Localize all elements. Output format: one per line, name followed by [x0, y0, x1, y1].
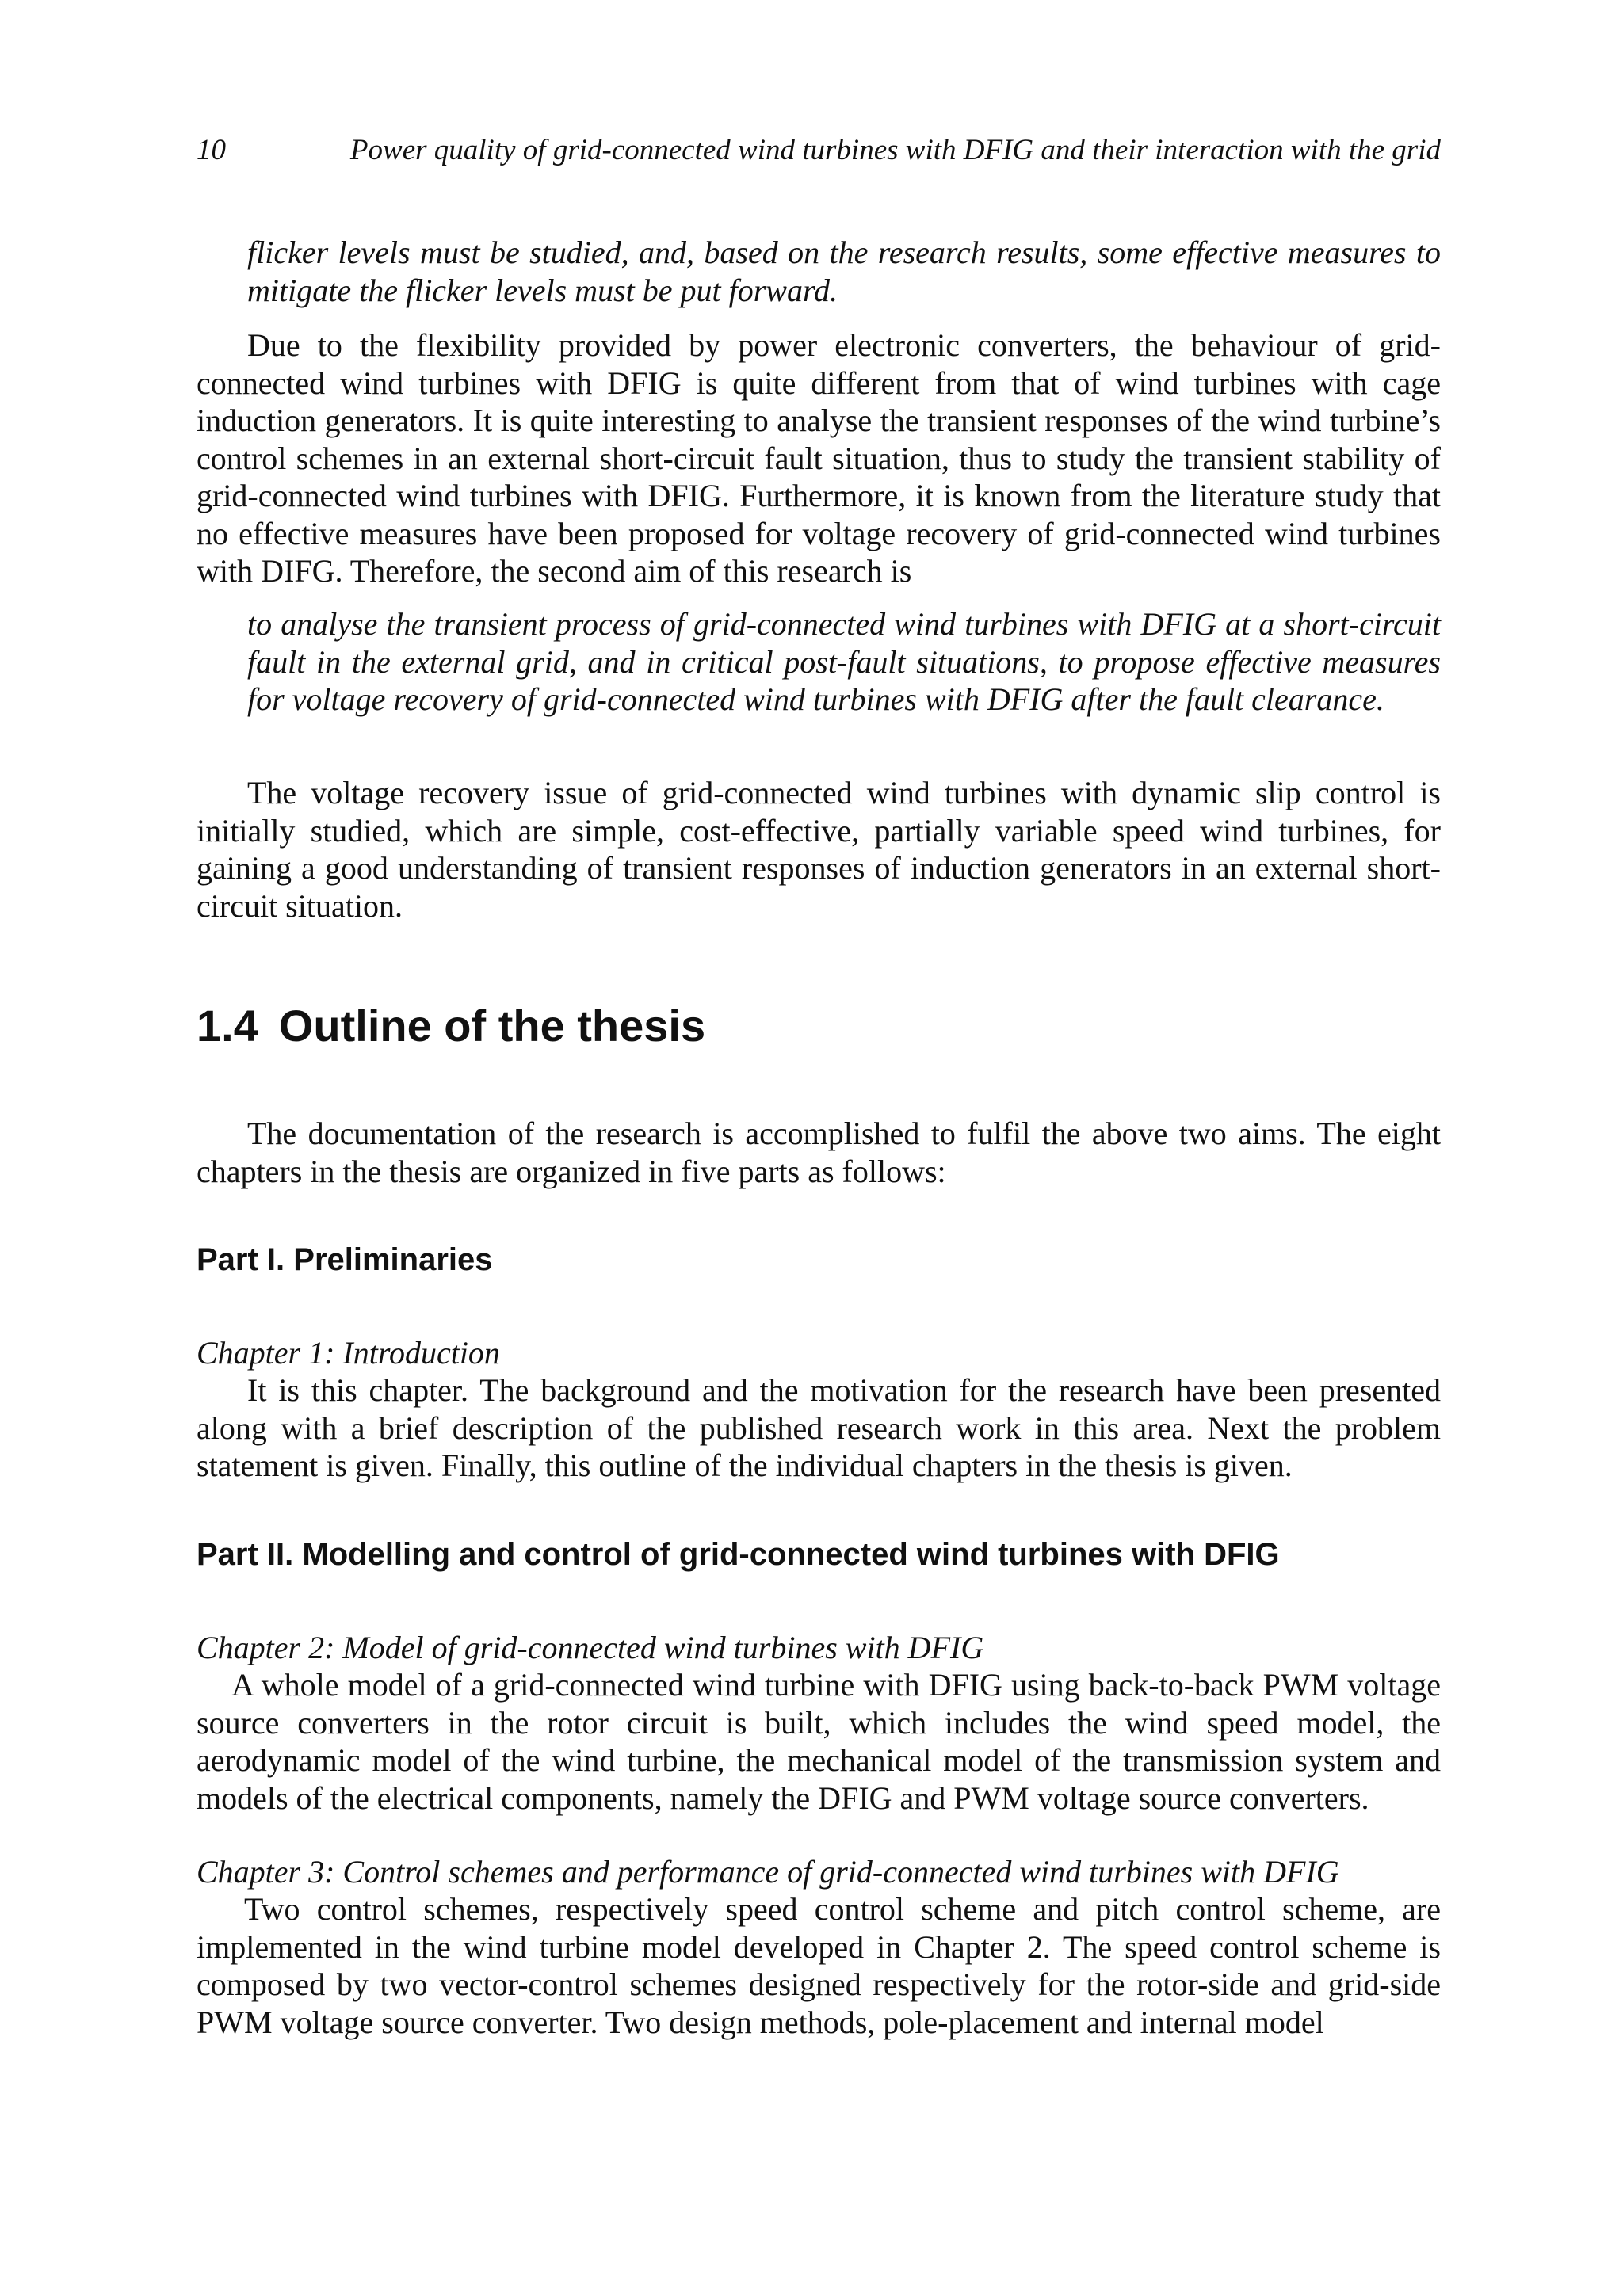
running-title: Power quality of grid-connected wind turbines with DFIG and their interaction with the grid — [349, 134, 1441, 166]
aim2-quote: to analyse the transient process of grid-connected wind turbines with DFIG at a short-circuit fault in the external grid, and in critical post-fault situations, to propose effective measures for voltage recovery of grid-connected wind turbines with DFIG after the fault clearance. — [247, 606, 1441, 717]
page-number: 10 — [197, 134, 226, 166]
chapter1-heading: Chapter 1: Introduction — [197, 1335, 500, 1371]
chapter1-text: It is this chapter. The background and the motivation for the research have been presented along with a brief description of the published research work in this area. Next the problem statement is given. Finally, this outline of the individual chapters in the thesis is given. — [197, 1372, 1441, 1483]
section-number: 1.4 — [197, 1001, 258, 1051]
part2-title: Part II. Modelling and control of grid-connected wind turbines with DFIG — [197, 1537, 1280, 1572]
chapter3-heading: Chapter 3: Control schemes and performance of grid-connected wind turbines with DFIG — [197, 1854, 1339, 1890]
outline-intro: The documentation of the research is accomplished to fulfil the above two aims. The eight chapters in the thesis are organized in five parts as follows: — [197, 1116, 1441, 1189]
part1-title: Part I. Preliminaries — [197, 1242, 493, 1277]
chapter3-text: Two control schemes, respectively speed control scheme and pitch control scheme, are implemented in the wind turbine model developed in Chapter 2. The speed control scheme is composed by two vector-control schemes designed respectively for the rotor-side and grid-side PWM voltage source converter. Two design methods, pole-placement and internal model — [197, 1891, 1441, 2040]
paragraph-voltage-recovery: The voltage recovery issue of grid-connected wind turbines with dynamic slip control is initially studied, which are simple, cost-effective, partially variable speed wind turbines, for gaining a good understanding of transient responses of induction generators in an external short-circuit situation. — [197, 775, 1441, 924]
section-title: Outline of the thesis — [278, 1001, 706, 1051]
chapter2-heading: Chapter 2: Model of grid-connected wind turbines with DFIG — [197, 1630, 984, 1665]
aim1-tail-quote: flicker levels must be studied, and, based on the research results, some effective measures to mitigate the flicker levels must be put forward. — [247, 235, 1441, 308]
section-heading — [197, 1000, 705, 1051]
paragraph-transient: Due to the flexibility provided by power electronic converters, the behaviour of grid-connected wind turbines with DFIG is quite different from that of wind turbines with cage induction generators. It is quite interesting to analyse the transient responses of the wind turbine’s control schemes in an external short-circuit fault situation, thus to study the transient stability of grid-connected wind turbines with DFIG. Furthermore, it is known from the literature study that no effective measures have been proposed for voltage recovery of grid-connected wind turbines with DIFG. Therefore, the second aim of this research is — [197, 327, 1441, 589]
chapter2-text: A whole model of a grid-connected wind turbine with DFIG using back-to-back PWM voltage source converters in the rotor circuit is built, which includes the wind speed model, the aerodynamic model of the wind turbine, the mechanical model of the transmission system and models of the electrical components, namely the DFIG and PWM voltage source converters. — [197, 1667, 1441, 1816]
page-header — [197, 133, 1441, 173]
